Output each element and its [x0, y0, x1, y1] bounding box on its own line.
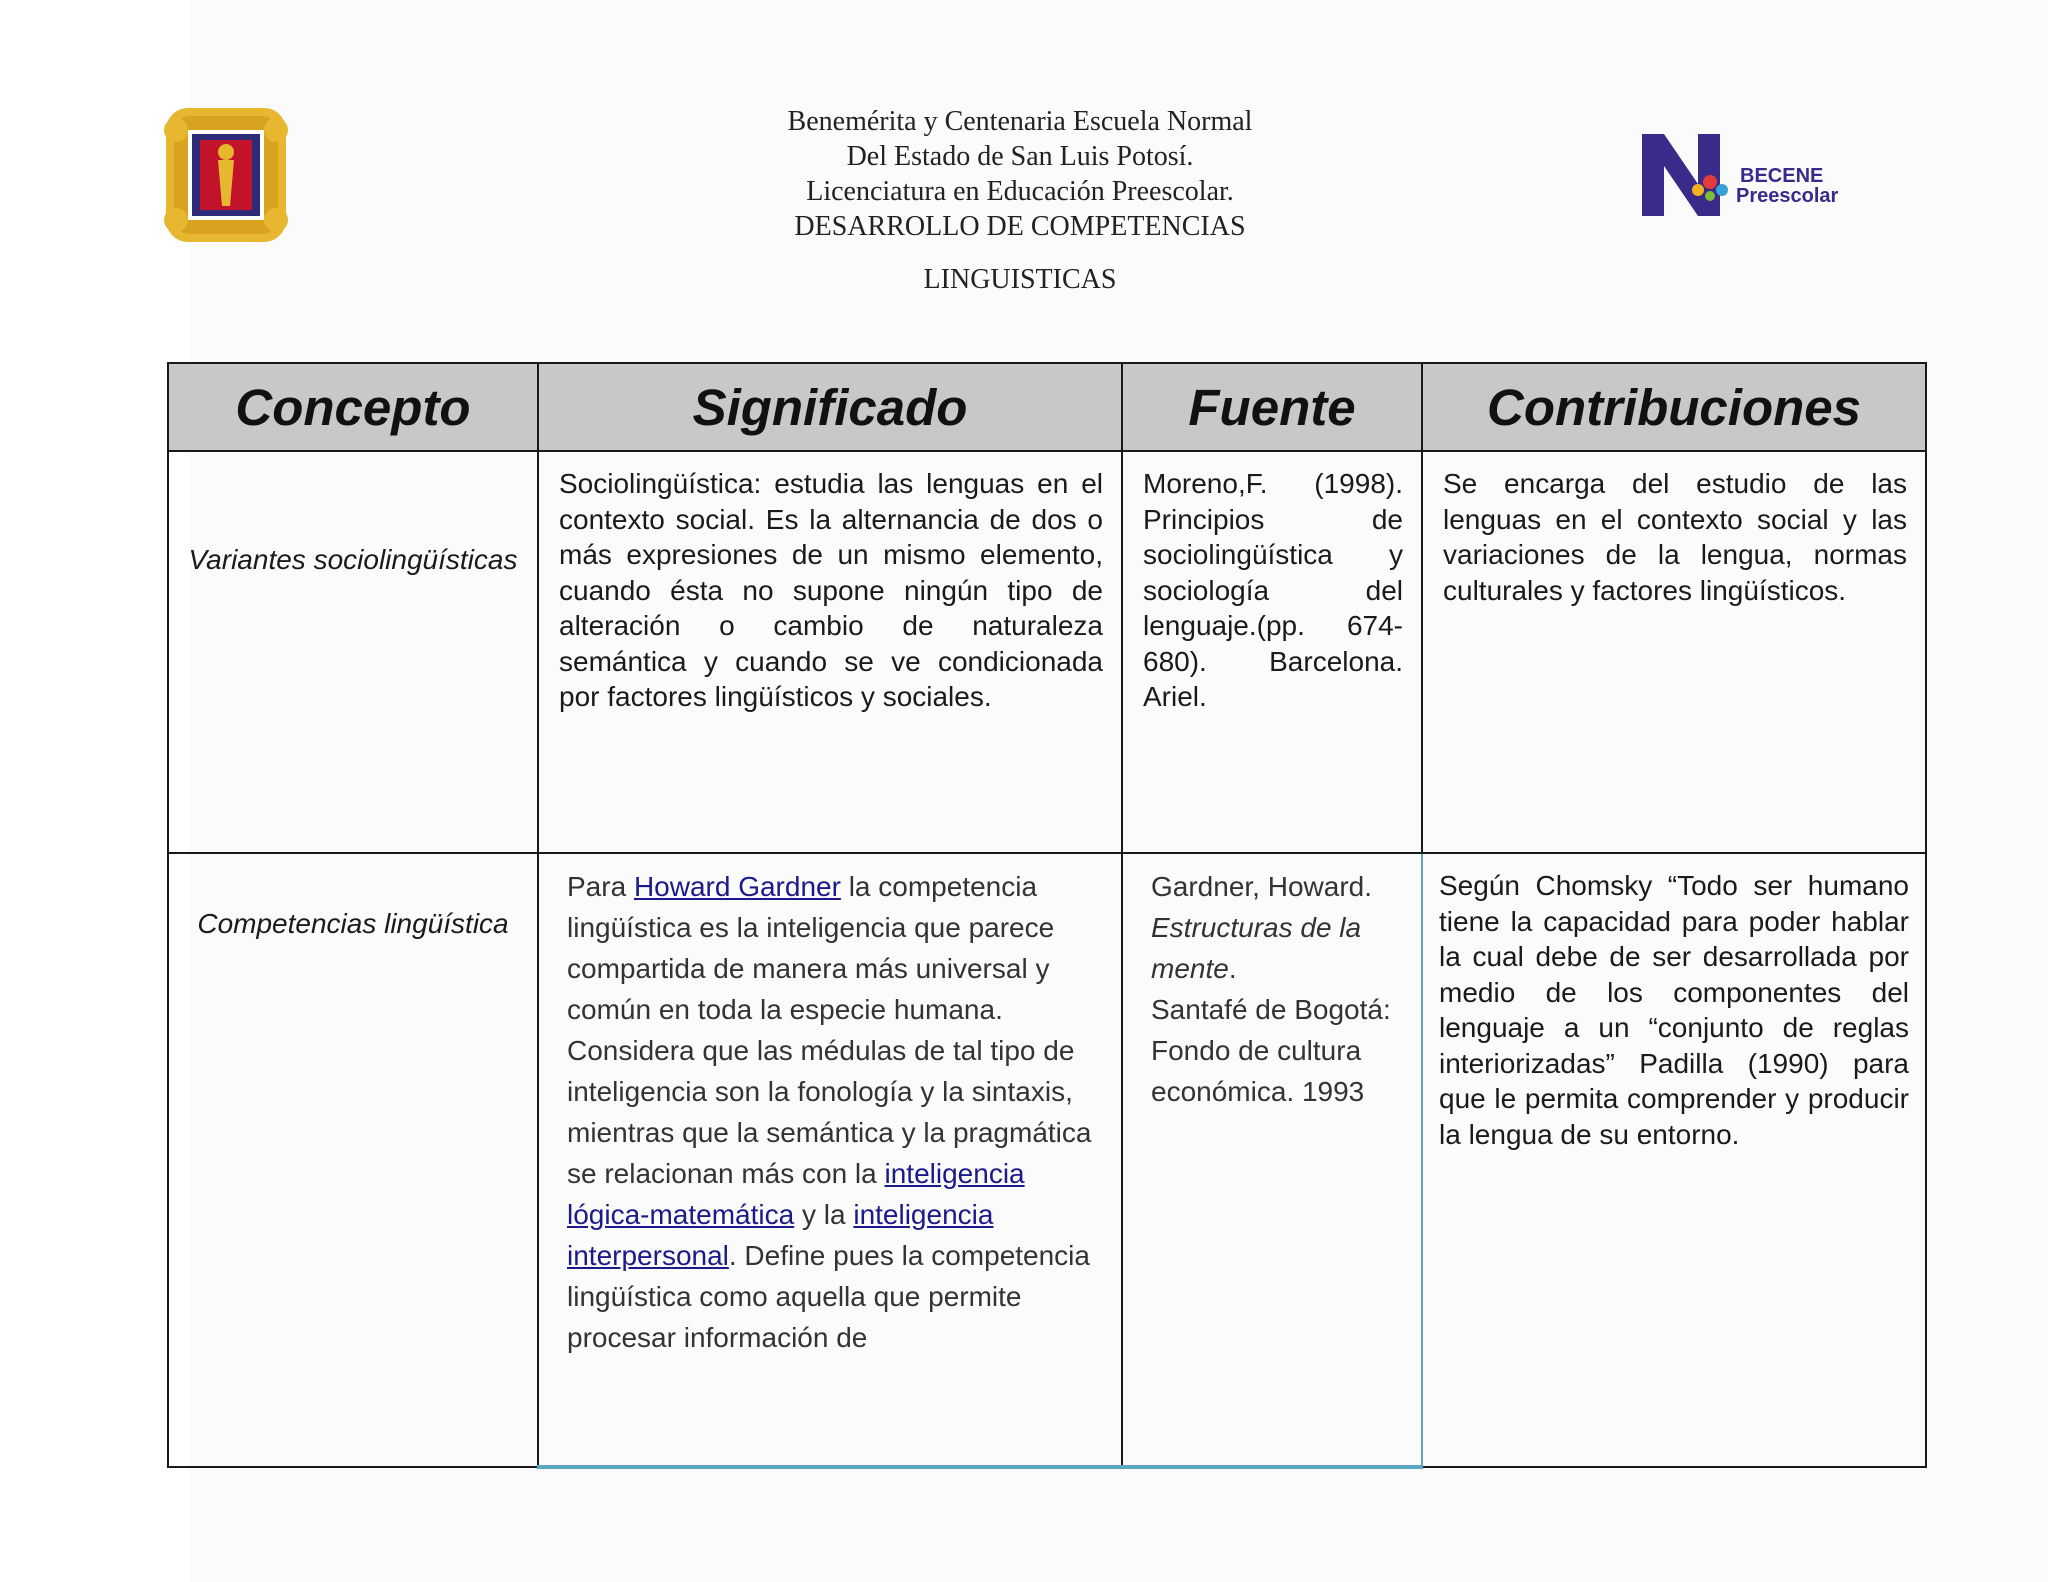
header-line-degree: Licenciatura en Educación Preescolar. — [806, 176, 1234, 207]
school-crest-logo — [160, 100, 292, 250]
row2-fuente-author: Gardner, Howard. — [1151, 871, 1372, 902]
row2-fuente-publisher: Santafé de Bogotá: Fondo de cultura económica. 1993 — [1151, 994, 1391, 1107]
logo-text-preescolar: Preescolar — [1736, 185, 1839, 207]
row2-sig-text-middle: la competencia lingüística es la inteligencia que parece compartida de manera más universal y común en toda la especie humana. Considera que las médulas de tal tipo de inteligencia son la fonología y la sintaxis, mientras que la semántica y la pragmática se relacionan más con la — [567, 871, 1092, 1189]
row2-sig-text-and: y la — [794, 1199, 854, 1230]
row1-significado: Sociolingüística: estudia las lenguas en el contexto social. Es la alternancia de dos o más expresiones de un mismo elemento, cuando ésta no supone ningún tipo de alteración o cambio de naturaleza semántica y cuando se ve condicionada por factores lingüísticos y sociales. — [538, 451, 1122, 853]
link-inteligencia-interpersonal[interactable]: inteligencia interpersonal — [567, 1199, 994, 1271]
link-inteligencia-logico-matematica[interactable]: inteligencia lógica-matemática — [567, 1158, 1025, 1230]
row2-sig-text-end: . Define pues la competencia lingüística como aquella que permite procesar información de — [567, 1240, 1090, 1353]
header-line-state: Del Estado de San Luis Potosí. — [846, 141, 1194, 172]
concepts-table — [167, 362, 1927, 1469]
row2-contribuciones: Según Chomsky “Todo ser humano tiene la capacidad para poder hablar la cual debe de ser desarrollada por medio de los componentes del lenguaje a un “conjunto de reglas interiorizadas” Padilla (1990) para que le permita comprender y producir la lengua de su entorno. — [1422, 853, 1926, 1467]
table-row — [168, 853, 1926, 1467]
header-concepto: Concepto — [168, 363, 538, 451]
row2-sig-text-start: Para — [567, 871, 634, 902]
document-header — [640, 104, 1400, 297]
row1-fuente: Moreno,F. (1998). Principios de sociolingüística y sociología del lenguaje.(pp. 674-680). Barcelona. Ariel. — [1122, 451, 1422, 853]
header-fuente: Fuente — [1122, 363, 1422, 451]
header-line-topic-continued: LINGUISTICAS — [923, 264, 1117, 295]
row1-contribuciones: Se encarga del estudio de las lenguas en el contexto social y las variaciones de la lengua, normas culturales y factores lingüísticos. — [1422, 451, 1926, 853]
row1-concept: Variantes sociolingüísticas — [168, 451, 538, 853]
row2-concept: Competencias lingüística — [168, 853, 538, 1467]
table-row — [168, 451, 1926, 853]
header-line-topic: DESARROLLO DE COMPETENCIAS — [794, 211, 1246, 242]
table-header-row — [168, 363, 1926, 451]
link-howard-gardner[interactable]: Howard Gardner — [633, 871, 841, 902]
logo-text-becene: BECENE — [1740, 165, 1824, 187]
becene-preescolar-logo — [1640, 130, 1860, 220]
header-line-institution: Benemérita y Centenaria Escuela Normal — [787, 106, 1253, 137]
row2-significado — [538, 853, 1122, 1467]
header-significado: Significado — [538, 363, 1122, 451]
row2-fuente-dot: . — [1228, 953, 1237, 984]
row2-fuente — [1122, 853, 1422, 1467]
row2-fuente-title: Estructuras de la mente — [1151, 912, 1362, 984]
header-contribuciones: Contribuciones — [1422, 363, 1926, 451]
